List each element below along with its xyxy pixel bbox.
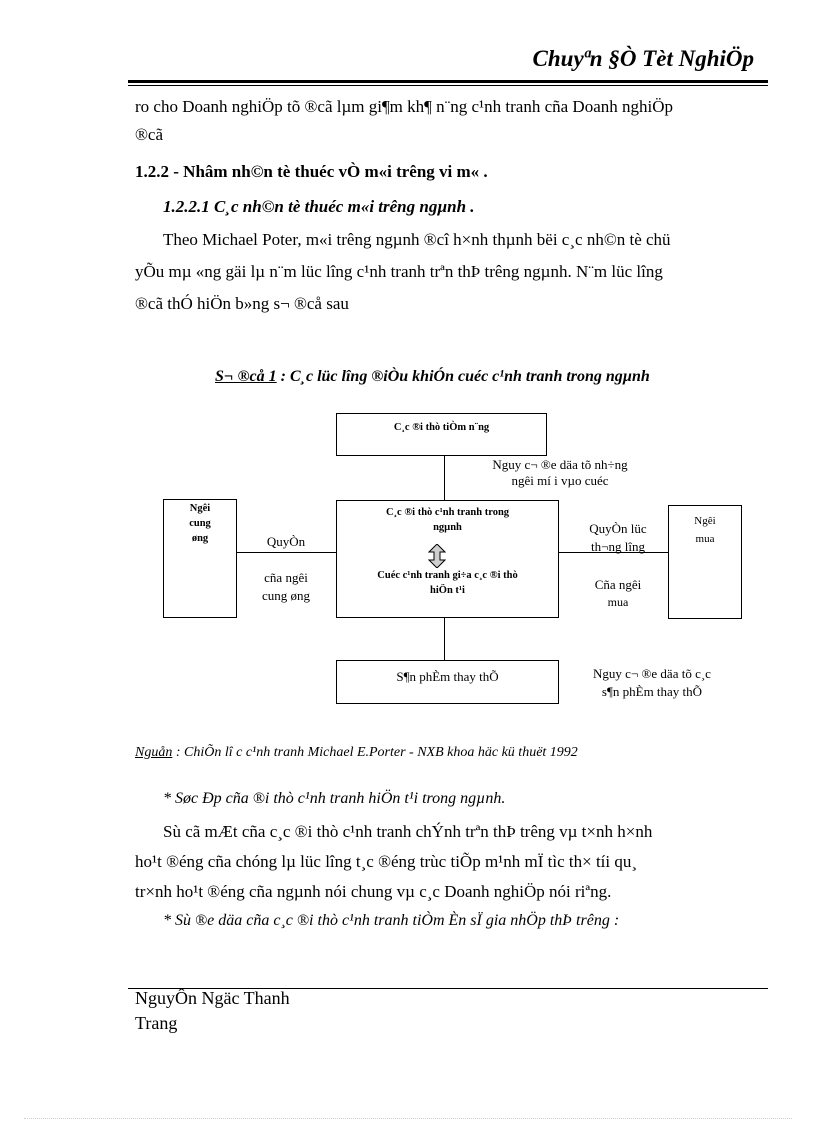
left-label-3: cung øng	[261, 588, 311, 603]
right-box-text-2: mua	[695, 533, 715, 545]
right-label-3: Cña ngêi	[594, 577, 642, 592]
bottom-note-2: s¶n phÈm thay thÕ	[601, 684, 703, 699]
section2-line-1: Sù cã mÆt cña c¸c ®i thò c¹nh tranh chÝnh trªn thÞ trêng vµ t×nh h×nh	[163, 822, 653, 841]
top-box-text: C¸c ®i thò tiÒm n¨ng	[393, 422, 490, 433]
left-label-2: cña ngêi	[264, 570, 308, 585]
center-top-text-2: ngµnh	[433, 522, 462, 533]
source-label: Nguån	[135, 745, 173, 760]
top-note-2: ngêi mí i vµo cuéc	[511, 473, 609, 488]
header-title: Chuyªn §Ò Tèt NghiÖp	[532, 46, 754, 71]
section2-line-3: tr×nh ho¹t ®éng cña ngµnh nói chung vµ c¸c Doanh nghiÖp nói riªng.	[135, 882, 612, 901]
bullet-current-competitors: * Søc Ðp cña ®i thò c¹nh tranh hiÖn t¹i trong ngµnh.	[163, 790, 506, 807]
right-box-text-1: Ngêi	[694, 515, 716, 527]
connector-left	[235, 552, 337, 553]
body-line-1: ro cho Doanh nghiÖp tõ ®cã lµm gi¶m kh¶ n¨ng c¹nh tranh cña Doanh nghiÖp	[135, 97, 673, 116]
left-box-text-2: cung	[189, 518, 211, 529]
page-bottom-border	[24, 1118, 792, 1119]
bullet-potential-competitors: * Sù ®e däa cña c¸c ®i thò c¹nh tranh tiÒm Èn sÏ gia nhÖp thÞ trêng :	[163, 912, 620, 929]
para1-line-2: yÕu mµ «ng gäi lµ n¨m lüc lîng c¹nh tranh trªn thÞ trêng ngµnh. N¨m lüc lîng	[135, 262, 663, 281]
para1-line-1: Theo Michael Poter, m«i trêng ngµnh ®cî h×nh thµnh bëi c¸c nh©n tè chü	[163, 230, 671, 249]
double-arrow-icon	[428, 544, 446, 568]
heading-1-2-2: 1.2.2 - Nhâm nh©n tè thuéc vÒ m«i trêng vi m« .	[135, 162, 488, 181]
bottom-note-1: Nguy c¬ ®e däa tõ c¸c	[593, 666, 711, 681]
industry-competitors-box	[336, 500, 559, 618]
top-note-1: Nguy c¬ ®e däa tõ nh÷ng	[492, 457, 628, 472]
bottom-box-text: S¶n phÈm thay thÕ	[396, 669, 499, 684]
diagram-source	[135, 745, 578, 761]
connector-bottom	[444, 616, 445, 660]
substitutes-box	[336, 660, 559, 704]
left-box-text-1: Ngêi	[189, 503, 211, 514]
diagram-title	[215, 368, 650, 386]
suppliers-box	[163, 499, 237, 618]
connector-top	[444, 455, 445, 501]
heading-1-2-2-1: 1.2.2.1 C¸c nh©n tè thuéc m«i trêng ngµnh .	[163, 197, 475, 216]
footer-author-line-2: Trang	[135, 1013, 178, 1033]
buyers-box	[668, 505, 742, 619]
right-label-4: mua	[607, 595, 629, 607]
center-top-text-1: C¸c ®i thò c¹nh tranh trong	[385, 507, 510, 518]
header-rule-thick	[128, 80, 768, 83]
section2-line-2: ho¹t ®éng cña chóng lµ lüc lîng t¸c ®éng trùc tiÕp m¹nh mÏ tìc th× tíi qu¸	[135, 852, 638, 871]
left-label-1: QuyÒn	[266, 534, 306, 549]
footer-author-line-1: NguyÔn Ngäc Thanh	[135, 988, 290, 1008]
center-bottom-text-1: Cuéc c¹nh tranh gi÷a c¸c ®i thò	[377, 570, 518, 581]
right-label-1: QuyÒn lüc	[589, 521, 647, 536]
source-text: : ChiÕn lî c c¹nh tranh Michael E.Porter - NXB khoa häc kü thuët 1992	[172, 745, 578, 760]
right-label-2: th¬ng lîng	[591, 539, 645, 554]
body-line-2: ®cã	[135, 125, 164, 144]
center-bottom-text-2: hiÖn t¹i	[430, 585, 465, 596]
potential-competitors-box	[336, 413, 547, 456]
diagram-title-text: : C¸c lüc lîng ®iÒu khiÓn cuéc c¹nh tranh trong ngµnh	[276, 368, 650, 385]
left-box-text-3: øng	[191, 533, 209, 544]
diagram-title-label: S¬ ®cå 1	[215, 368, 277, 385]
header-rule-thin	[128, 85, 768, 86]
para1-line-3: ®cã thÓ hiÖn b»ng s¬ ®cå sau	[135, 294, 349, 313]
